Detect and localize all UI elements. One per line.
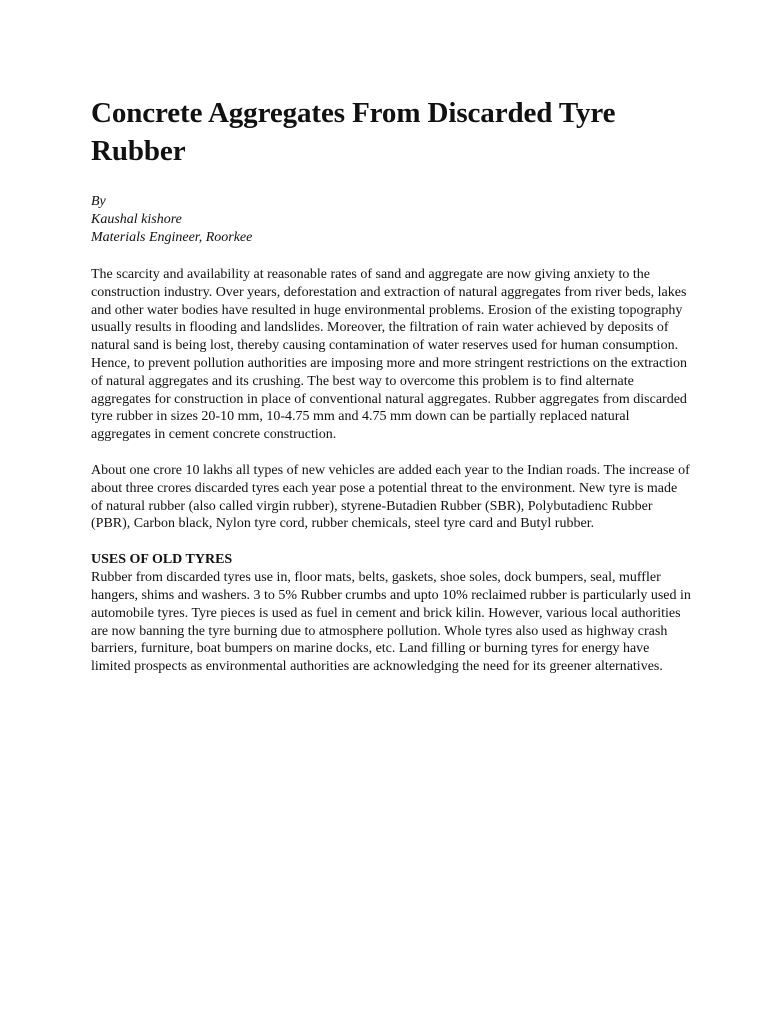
vehicles-paragraph: About one crore 10 lakhs all types of new vehicles are added each year to the Indian roads. The increase of about three crores discarded tyres each year pose a potential threat to the environment. New tyre is made of natural rubber (also called virgin rubber), styrene-Butadien Rubber (SBR), Polybutadienc Rubber (PBR), Carbon black, Nylon tyre cord, rubber chemicals, steel tyre card and Butyl rubber. — [91, 462, 690, 532]
section-body: Rubber from discarded tyres use in, floor mats, belts, gaskets, shoe soles, dock bumpers, seal, muffler hangers, shims and washers. 3 to 5% Rubber crumbs and upto 10% reclaimed rubber is particularly used in automobile tyres. Tyre pieces is used as fuel in cement and brick kilin. However, various local authorities are now banning the tyre burning due to atmosphere pollution. Whole tyres also used as highway crash barriers, furniture, boat bumpers on marine docks, etc. Land filling or burning tyres for energy have limited prospects as environmental authorities are acknowledging the need for its greener alternatives. — [91, 570, 691, 675]
section-heading: USES OF OLD TYRES — [91, 552, 233, 568]
document-page — [91, 94, 691, 676]
byline-affiliation: Materials Engineer, Roorkee — [91, 230, 253, 245]
byline — [91, 193, 691, 247]
document-title: Concrete Aggregates From Discarded Tyre Rubber — [91, 97, 616, 167]
intro-paragraph: The scarcity and availability at reasonable rates of sand and aggregate are now giving anxiety to the construction industry. Over years, deforestation and extraction of natural aggregates from river beds, lakes and other water bodies have resulted in huge environmental problems. Erosion of the existing topography usually results in flooding and landslides. Moreover, the filtration of rain water achieved by deposits of natural sand is being lost, thereby causing contamination of water reserves used for human consumption. Hence, to prevent pollution authorities are imposing more and more stringent restrictions on the extraction of natural aggregates and its crushing. The best way to overcome this problem is to find alternate aggregates for construction in place of conventional natural aggregates. Rubber aggregates from discarded tyre rubber in sizes 20-10 mm, 10-4.75 mm and 4.75 mm down can be partially replaced natural aggregates in cement concrete construction. — [91, 267, 688, 443]
byline-by: By — [91, 194, 106, 209]
byline-author: Kaushal kishore — [91, 212, 182, 227]
